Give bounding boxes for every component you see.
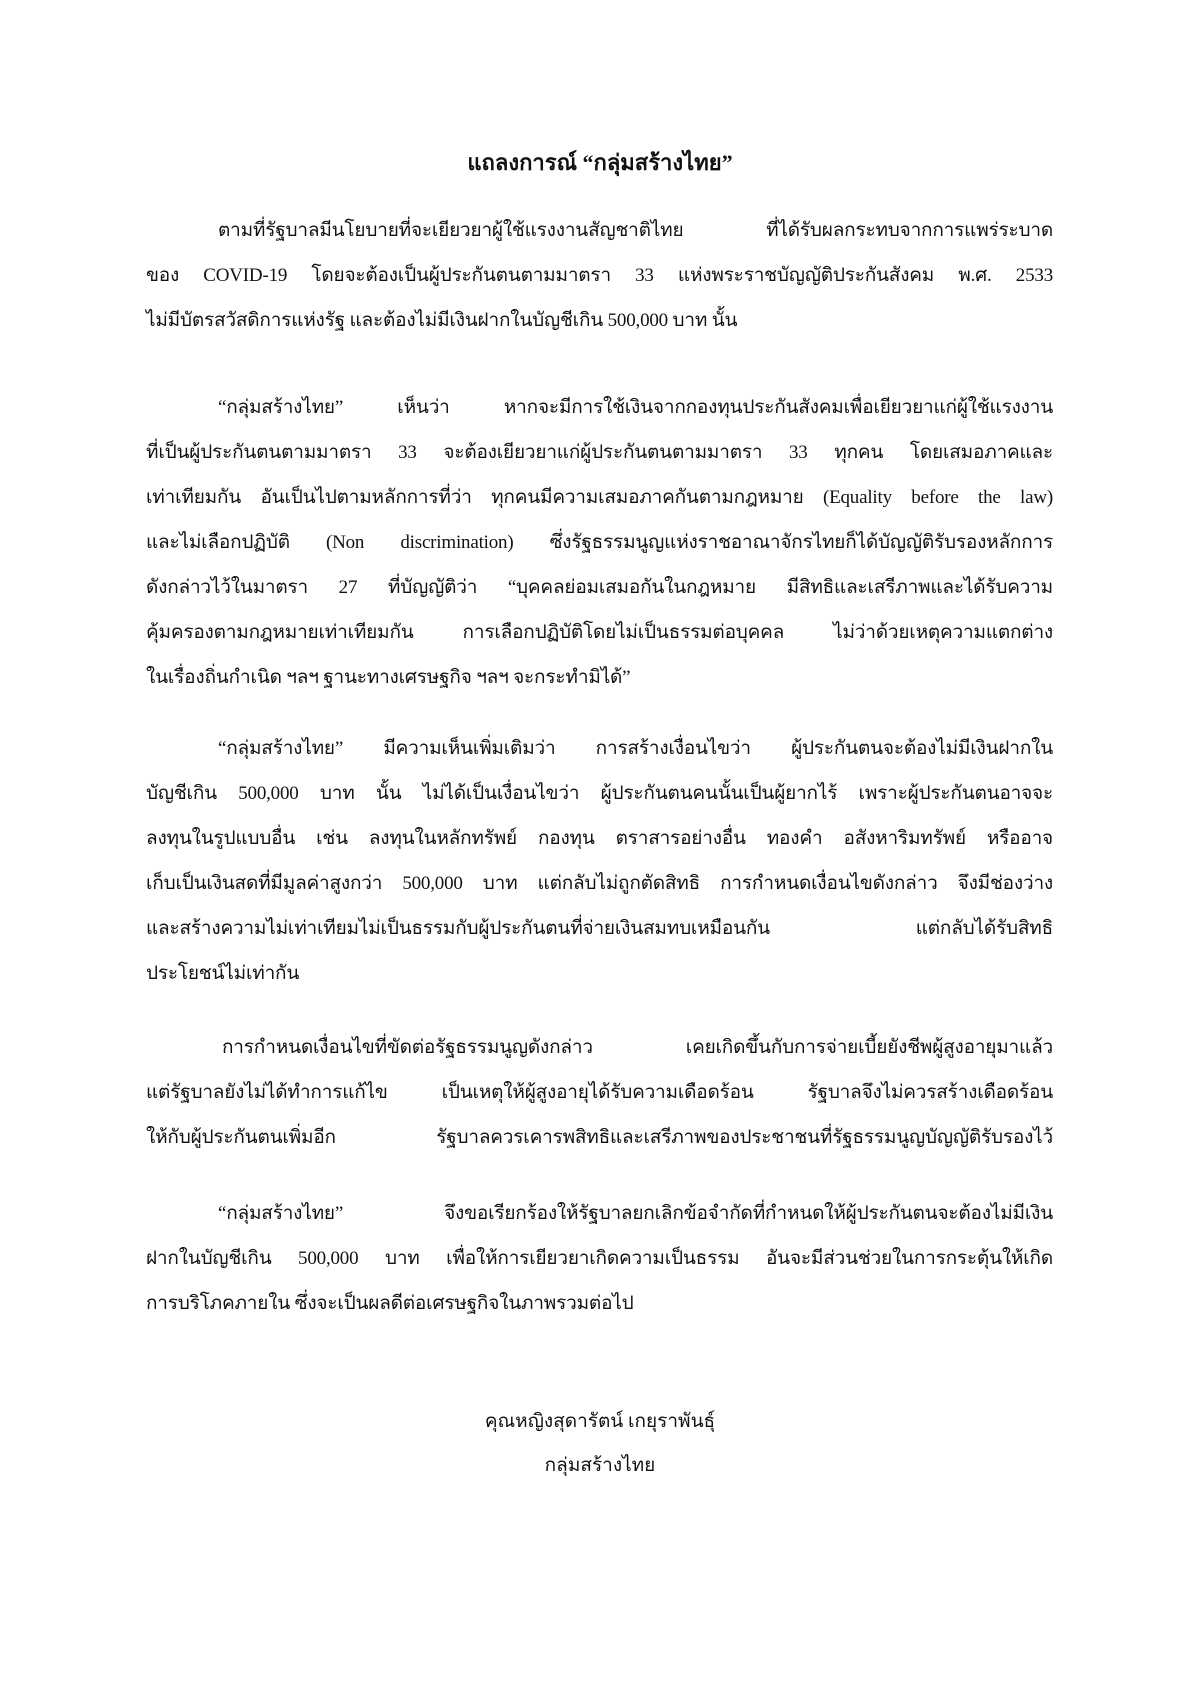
paragraph-line: และไม่เลือกปฏิบัติ (Non discrimination) ซึ่งรัฐธรรมนูญแห่งราชอาณาจักรไทยก็ได้บัญญัติรับรองหลักการ [146, 532, 1053, 553]
paragraph-line: และสร้างความไม่เท่าเทียมไม่เป็นธรรมกับผู้ประกันตนที่จ่ายเงินสมทบเหมือนกัน แต่กลับได้รับสิทธิ [146, 918, 1053, 939]
paragraph-line: เก็บเป็นเงินสดที่มีมูลค่าสูงกว่า 500,000 บาท แต่กลับไม่ถูกตัดสิทธิ การกำหนดเงื่อนไขดังกล่าว จึงมีช่องว่าง [146, 873, 1053, 894]
paragraph-line: ในเรื่องถิ่นกำเนิด ฯลฯ ฐานะทางเศรษฐกิจ ฯลฯ จะกระทำมิได้” [146, 667, 631, 688]
paragraph-line: “กลุ่มสร้างไทย” เห็นว่า หากจะมีการใช้เงินจากกองทุนประกันสังคมเพื่อเยียวยาแก่ผู้ใช้แรงงาน [218, 397, 1053, 418]
paragraph-line: การบริโภคภายใน ซึ่งจะเป็นผลดีต่อเศรษฐกิจในภาพรวมต่อไป [146, 1293, 634, 1314]
paragraph-1 [146, 208, 1053, 343]
paragraph-line: ประโยชน์ไม่เท่ากัน [146, 963, 300, 984]
paragraph-line: “กลุ่มสร้างไทย” จึงขอเรียกร้องให้รัฐบาลยกเลิกข้อจำกัดที่กำหนดให้ผู้ประกันตนจะต้องไม่มีเงิน [218, 1203, 1053, 1224]
paragraph-line: คุ้มครองตามกฎหมายเท่าเทียมกัน การเลือกปฏิบัติโดยไม่เป็นธรรมต่อบุคคล ไม่ว่าด้วยเหตุความแตกต่าง [146, 622, 1053, 643]
paragraph-line: “กลุ่มสร้างไทย” มีความเห็นเพิ่มเติมว่า การสร้างเงื่อนไขว่า ผู้ประกันตนจะต้องไม่มีเงินฝากใน [218, 738, 1053, 759]
paragraph-4 [146, 1025, 1053, 1160]
paragraph-line: ที่เป็นผู้ประกันตนตามมาตรา 33 จะต้องเยียวยาแก่ผู้ประกันตนตามมาตรา 33 ทุกคน โดยเสมอภาคและ [146, 442, 1053, 463]
paragraph-line: ของ COVID-19 โดยจะต้องเป็นผู้ประกันตนตามมาตรา 33 แห่งพระราชบัญญัติประกันสังคม พ.ศ. 2533 [146, 265, 1053, 286]
paragraph-5 [146, 1191, 1053, 1326]
paragraph-line: การกำหนดเงื่อนไขที่ขัดต่อรัฐธรรมนูญดังกล่าว เคยเกิดขึ้นกับการจ่ายเบี้ยยังชีพผู้สูงอายุมาแล้ว [222, 1037, 1053, 1058]
paragraph-2 [146, 385, 1053, 700]
paragraph-line: ฝากในบัญชีเกิน 500,000 บาท เพื่อให้การเยียวยาเกิดความเป็นธรรม อันจะมีส่วนช่วยในการกระตุ้นให้เกิด [146, 1248, 1053, 1269]
paragraph-line: ตามที่รัฐบาลมีนโยบายที่จะเยียวยาผู้ใช้แรงงานสัญชาติไทย ที่ได้รับผลกระทบจากการแพร่ระบาด [218, 220, 1053, 241]
paragraph-line: เท่าเทียมกัน อันเป็นไปตามหลักการที่ว่า ทุกคนมีความเสมอภาคกันตามกฎหมาย (Equality before the law) [146, 487, 1053, 508]
paragraph-line: ลงทุนในรูปแบบอื่น เช่น ลงทุนในหลักทรัพย์ กองทุน ตราสารอย่างอื่น ทองคำ อสังหาริมทรัพย์ หรืออาจ [146, 828, 1053, 849]
paragraph-line: บัญชีเกิน 500,000 บาท นั้น ไม่ได้เป็นเงื่อนไขว่า ผู้ประกันตนคนนั้นเป็นผู้ยากไร้ เพราะผู้ประกันตนอาจจะ [146, 783, 1053, 804]
paragraph-line: แต่รัฐบาลยังไม่ได้ทำการแก้ไข เป็นเหตุให้ผู้สูงอายุได้รับความเดือดร้อน รัฐบาลจึงไม่ควรสร้างเดือดร้อน [146, 1082, 1053, 1103]
paragraph-line: ดังกล่าวไว้ในมาตรา 27 ที่บัญญัติว่า “บุคคลย่อมเสมอกันในกฎหมาย มีสิทธิและเสรีภาพและได้รับความ [146, 577, 1053, 598]
document-title: แถลงการณ์ “กลุ่มสร้างไทย” [467, 150, 733, 175]
signature-block [0, 1400, 1200, 1488]
paragraph-line: ให้กับผู้ประกันตนเพิ่มอีก รัฐบาลควรเคารพสิทธิและเสรีภาพของประชาชนที่รัฐธรรมนูญบัญญัติรับรองไว้ [146, 1127, 1053, 1148]
paragraph-3 [146, 726, 1053, 996]
signatory-organization: กลุ่มสร้างไทย [544, 1455, 656, 1476]
paragraph-line: ไม่มีบัตรสวัสดิการแห่งรัฐ และต้องไม่มีเงินฝากในบัญชีเกิน 500,000 บาท นั้น [146, 310, 738, 331]
signatory-name: คุณหญิงสุดารัตน์ เกยุราพันธุ์ [484, 1411, 716, 1432]
